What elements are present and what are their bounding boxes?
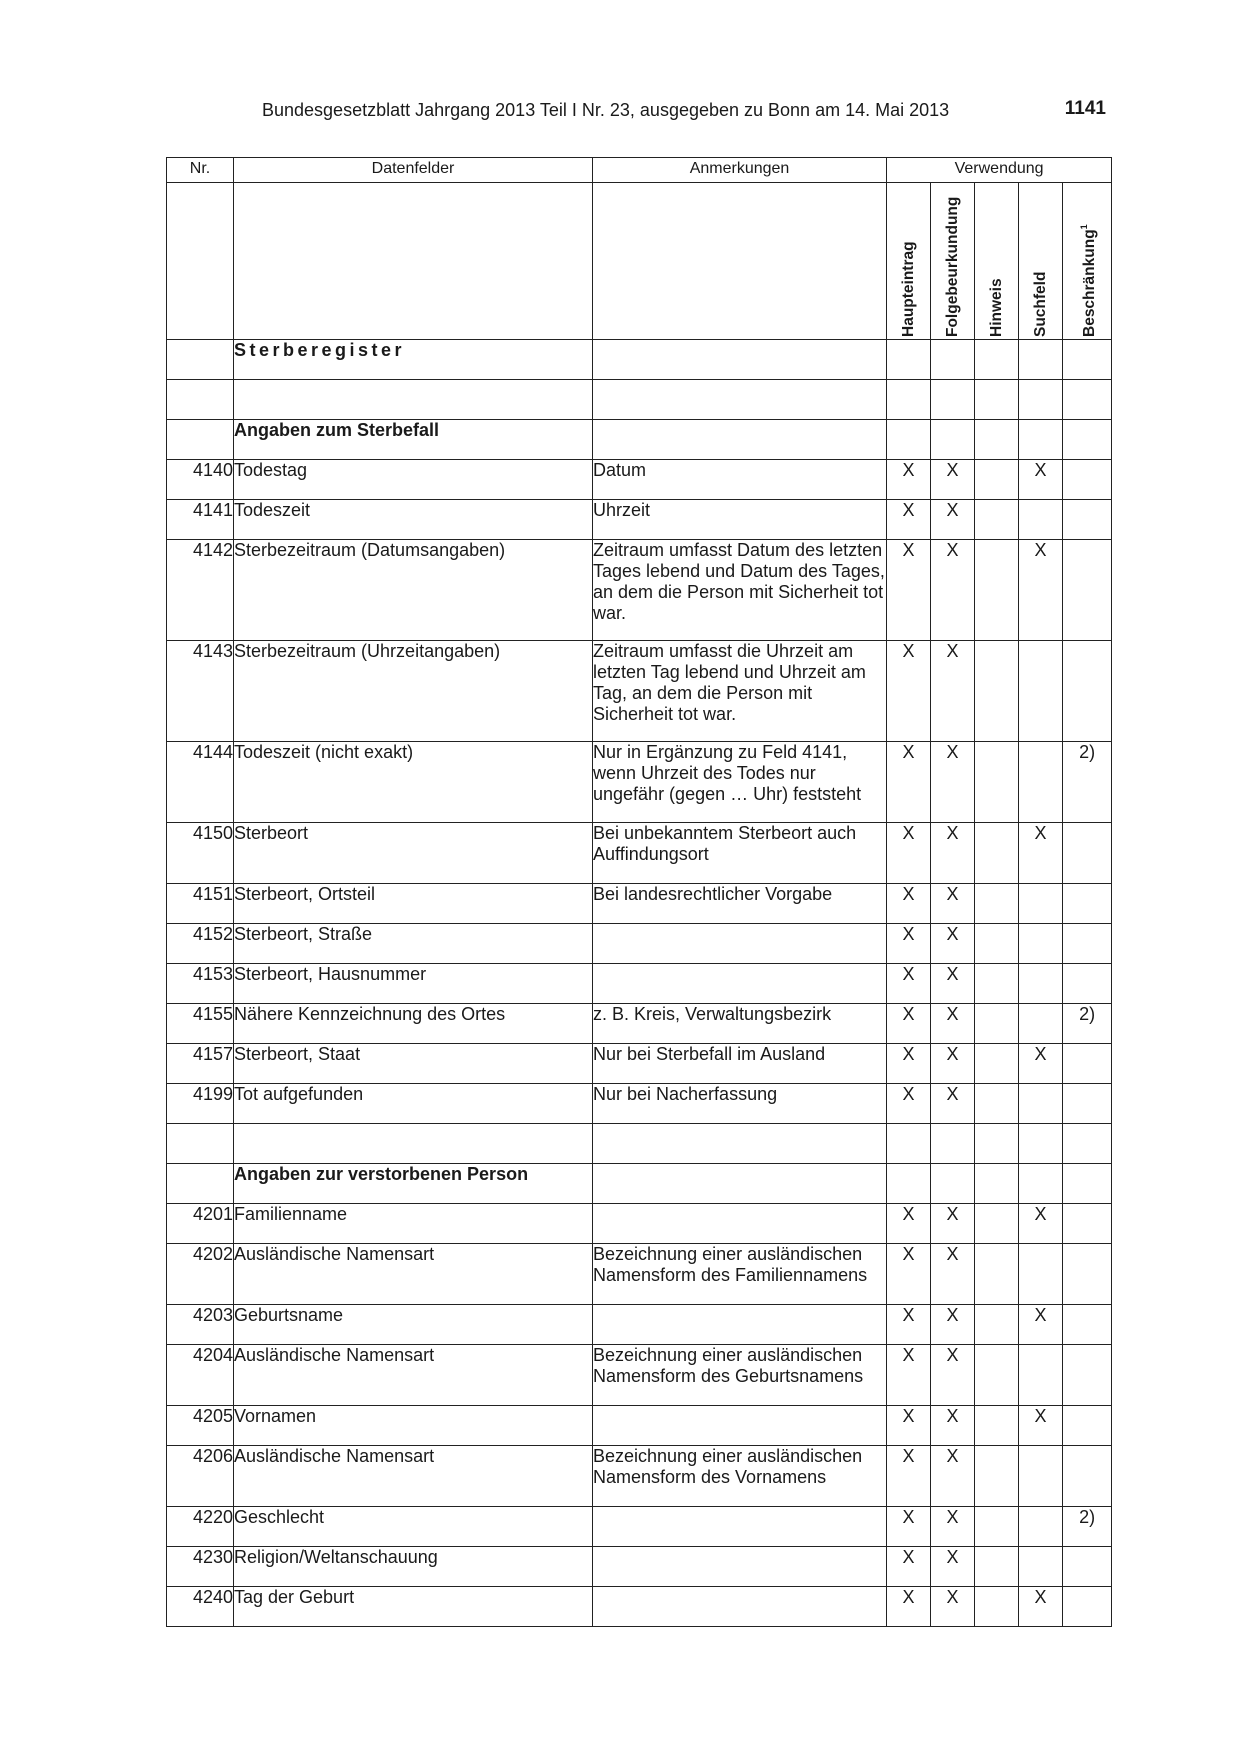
row-number: 4203: [167, 1305, 234, 1345]
mark-suchfeld: [1019, 1446, 1063, 1507]
mark-haupteintrag: X: [887, 1446, 931, 1507]
table-row: [167, 460, 1112, 500]
anmerkung: [593, 924, 887, 964]
mark-beschraenkung: [1063, 1244, 1112, 1305]
table-row: [167, 1044, 1112, 1084]
mark-haupteintrag: X: [887, 742, 931, 823]
anmerkung: Bezeichnung einer ausländischen Namensform des Geburtsnamens: [593, 1345, 887, 1406]
empty-cell: [234, 1124, 593, 1164]
row-number: 4141: [167, 500, 234, 540]
mark-folgebeurkundung: X: [931, 1406, 975, 1446]
table-row: [167, 1345, 1112, 1406]
empty-cell: [887, 340, 931, 380]
title-row-label: Sterberegister: [234, 340, 593, 380]
mark-hinweis: [975, 1507, 1019, 1547]
anmerkung: [593, 1406, 887, 1446]
empty-cell: [593, 1164, 887, 1204]
table-row: [167, 1084, 1112, 1124]
empty-cell: [1063, 1124, 1112, 1164]
mark-haupteintrag: X: [887, 460, 931, 500]
empty-cell: [1019, 340, 1063, 380]
datenfeld: Sterbezeitraum (Datumsangaben): [234, 540, 593, 641]
mark-beschraenkung: [1063, 1587, 1112, 1627]
spacer-row: [167, 1124, 1112, 1164]
mark-haupteintrag: X: [887, 884, 931, 924]
mark-beschraenkung: [1063, 964, 1112, 1004]
row-number: 4155: [167, 1004, 234, 1044]
mark-folgebeurkundung: X: [931, 1204, 975, 1244]
mark-haupteintrag: X: [887, 1204, 931, 1244]
mark-folgebeurkundung: X: [931, 924, 975, 964]
anmerkung: z. B. Kreis, Verwaltungsbezirk: [593, 1004, 887, 1044]
table-row: [167, 884, 1112, 924]
mark-folgebeurkundung: X: [931, 1587, 975, 1627]
mark-suchfeld: X: [1019, 1406, 1063, 1446]
datenfeld: Tag der Geburt: [234, 1587, 593, 1627]
mark-folgebeurkundung: X: [931, 1044, 975, 1084]
empty-cell: [975, 420, 1019, 460]
table-row: [167, 742, 1112, 823]
anmerkung: [593, 1507, 887, 1547]
datenfeld: Ausländische Namensart: [234, 1345, 593, 1406]
subheader-beschraenkung-cell: [1063, 183, 1112, 340]
mark-folgebeurkundung: X: [931, 1547, 975, 1587]
datenfeld: Religion/Weltanschauung: [234, 1547, 593, 1587]
datenfeld: Sterbeort: [234, 823, 593, 884]
mark-haupteintrag: X: [887, 1004, 931, 1044]
row-number: 4199: [167, 1084, 234, 1124]
empty-cell: [887, 1164, 931, 1204]
table-row: [167, 1547, 1112, 1587]
anmerkung: [593, 1587, 887, 1627]
anmerkung: Nur bei Sterbefall im Ausland: [593, 1044, 887, 1084]
section-row: [167, 420, 1112, 460]
mark-beschraenkung: [1063, 1204, 1112, 1244]
datenfeld: Sterbeort, Ortsteil: [234, 884, 593, 924]
mark-beschraenkung: [1063, 823, 1112, 884]
row-number: 4205: [167, 1406, 234, 1446]
table-row: [167, 500, 1112, 540]
datenfeld: Todeszeit: [234, 500, 593, 540]
empty-cell: [887, 420, 931, 460]
mark-hinweis: [975, 1587, 1019, 1627]
anmerkung: Zeitraum umfasst die Uhrzeit am letzten Tag lebend und Uhrzeit am Tag, an dem die Person mit Sicherheit tot war.: [593, 641, 887, 742]
mark-hinweis: [975, 641, 1019, 742]
verwendung-subheader-row: [167, 183, 1112, 340]
mark-folgebeurkundung: X: [931, 1084, 975, 1124]
mark-hinweis: [975, 540, 1019, 641]
section-row-label: Angaben zum Sterbefall: [234, 420, 593, 460]
empty-cell: [167, 1124, 234, 1164]
mark-hinweis: [975, 884, 1019, 924]
mark-haupteintrag: X: [887, 1305, 931, 1345]
mark-hinweis: [975, 964, 1019, 1004]
mark-hinweis: [975, 1204, 1019, 1244]
mark-beschraenkung: [1063, 641, 1112, 742]
mark-suchfeld: X: [1019, 460, 1063, 500]
empty-cell: [1063, 420, 1112, 460]
datenfeld: Sterbeort, Staat: [234, 1044, 593, 1084]
datenfeld: Tot aufgefunden: [234, 1084, 593, 1124]
empty-cell: [975, 340, 1019, 380]
mark-suchfeld: X: [1019, 540, 1063, 641]
empty-cell: [234, 183, 593, 340]
empty-cell: [593, 380, 887, 420]
anmerkung: Bei unbekanntem Sterbeort auch Auffindungsort: [593, 823, 887, 884]
empty-cell: [167, 380, 234, 420]
mark-folgebeurkundung: X: [931, 1446, 975, 1507]
mark-beschraenkung: [1063, 1345, 1112, 1406]
mark-beschraenkung: [1063, 460, 1112, 500]
subheader-beschraenkung: [1063, 183, 1111, 337]
anmerkung: Uhrzeit: [593, 500, 887, 540]
mark-haupteintrag: X: [887, 1587, 931, 1627]
datenfeld: Familienname: [234, 1204, 593, 1244]
mark-folgebeurkundung: X: [931, 964, 975, 1004]
subheader-folgebeurkundung-cell: [931, 183, 975, 340]
empty-cell: [1019, 1124, 1063, 1164]
mark-suchfeld: X: [1019, 1044, 1063, 1084]
empty-cell: [593, 420, 887, 460]
mark-haupteintrag: X: [887, 1507, 931, 1547]
mark-hinweis: [975, 1446, 1019, 1507]
anmerkung: [593, 964, 887, 1004]
mark-hinweis: [975, 1406, 1019, 1446]
anmerkung: Bei landesrechtlicher Vorgabe: [593, 884, 887, 924]
mark-beschraenkung: 2): [1063, 742, 1112, 823]
mark-haupteintrag: X: [887, 1044, 931, 1084]
empty-cell: [167, 1164, 234, 1204]
mark-suchfeld: [1019, 742, 1063, 823]
row-number: 4140: [167, 460, 234, 500]
column-header-row: [167, 158, 1112, 183]
mark-hinweis: [975, 1044, 1019, 1084]
mark-folgebeurkundung: X: [931, 460, 975, 500]
subheader-suchfeld: Suchfeld: [1032, 271, 1049, 337]
mark-hinweis: [975, 1004, 1019, 1044]
mark-beschraenkung: [1063, 1044, 1112, 1084]
register-table: [166, 157, 1112, 1627]
empty-cell: [234, 380, 593, 420]
empty-cell: [1063, 340, 1112, 380]
mark-suchfeld: [1019, 1507, 1063, 1547]
subheader-haupteintrag: Haupteintrag: [900, 241, 917, 337]
spacer-row: [167, 380, 1112, 420]
mark-folgebeurkundung: X: [931, 742, 975, 823]
empty-cell: [167, 420, 234, 460]
empty-cell: [975, 380, 1019, 420]
row-number: 4152: [167, 924, 234, 964]
mark-suchfeld: [1019, 1004, 1063, 1044]
section-row-label: Angaben zur verstorbenen Person: [234, 1164, 593, 1204]
row-number: 4144: [167, 742, 234, 823]
mark-haupteintrag: X: [887, 1345, 931, 1406]
mark-suchfeld: [1019, 924, 1063, 964]
mark-haupteintrag: X: [887, 1244, 931, 1305]
title-row: [167, 340, 1112, 380]
mark-beschraenkung: [1063, 540, 1112, 641]
anmerkung: Bezeichnung einer ausländischen Namensform des Familiennamens: [593, 1244, 887, 1305]
mark-haupteintrag: X: [887, 823, 931, 884]
empty-cell: [931, 420, 975, 460]
subheader-haupteintrag-cell: [887, 183, 931, 340]
mark-folgebeurkundung: X: [931, 641, 975, 742]
mark-beschraenkung: [1063, 924, 1112, 964]
mark-hinweis: [975, 1244, 1019, 1305]
mark-beschraenkung: [1063, 1406, 1112, 1446]
empty-cell: [1019, 420, 1063, 460]
col-header-datenfelder: Datenfelder: [234, 158, 593, 183]
empty-cell: [593, 340, 887, 380]
mark-haupteintrag: X: [887, 924, 931, 964]
datenfeld: Sterbeort, Hausnummer: [234, 964, 593, 1004]
mark-hinweis: [975, 500, 1019, 540]
datenfeld: Ausländische Namensart: [234, 1244, 593, 1305]
empty-cell: [975, 1164, 1019, 1204]
mark-suchfeld: [1019, 884, 1063, 924]
mark-haupteintrag: X: [887, 1547, 931, 1587]
mark-folgebeurkundung: X: [931, 823, 975, 884]
empty-cell: [887, 1124, 931, 1164]
mark-hinweis: [975, 1547, 1019, 1587]
mark-suchfeld: X: [1019, 823, 1063, 884]
mark-hinweis: [975, 742, 1019, 823]
empty-cell: [593, 183, 887, 340]
section-row: [167, 1164, 1112, 1204]
row-number: 4142: [167, 540, 234, 641]
row-number: 4230: [167, 1547, 234, 1587]
mark-folgebeurkundung: X: [931, 884, 975, 924]
mark-beschraenkung: [1063, 1547, 1112, 1587]
mark-hinweis: [975, 1305, 1019, 1345]
datenfeld: Geschlecht: [234, 1507, 593, 1547]
header-title: Bundesgesetzblatt Jahrgang 2013 Teil I Nr. 23, ausgegeben zu Bonn am 14. Mai 2013: [262, 100, 950, 120]
page-number: 1141: [1064, 98, 1106, 119]
mark-hinweis: [975, 1084, 1019, 1124]
empty-cell: [1063, 1164, 1112, 1204]
mark-haupteintrag: X: [887, 1084, 931, 1124]
mark-suchfeld: [1019, 1084, 1063, 1124]
empty-cell: [931, 1124, 975, 1164]
table-row: [167, 540, 1112, 641]
mark-suchfeld: X: [1019, 1587, 1063, 1627]
footnote-marker: 1: [1079, 224, 1089, 230]
datenfeld: Sterbezeitraum (Uhrzeitangaben): [234, 641, 593, 742]
datenfeld: Sterbeort, Straße: [234, 924, 593, 964]
table-row: [167, 1446, 1112, 1507]
mark-suchfeld: [1019, 1547, 1063, 1587]
datenfeld: Ausländische Namensart: [234, 1446, 593, 1507]
empty-cell: [1063, 380, 1112, 420]
table-row: [167, 1204, 1112, 1244]
table-row: [167, 641, 1112, 742]
table-row: [167, 823, 1112, 884]
mark-haupteintrag: X: [887, 641, 931, 742]
subheader-folgebeurkundung: Folgebeurkundung: [944, 196, 961, 337]
datenfeld: Todestag: [234, 460, 593, 500]
empty-cell: [931, 340, 975, 380]
mark-beschraenkung: [1063, 1446, 1112, 1507]
mark-hinweis: [975, 924, 1019, 964]
datenfeld: Nähere Kennzeichnung des Ortes: [234, 1004, 593, 1044]
mark-hinweis: [975, 1345, 1019, 1406]
mark-folgebeurkundung: X: [931, 540, 975, 641]
col-header-verwendung: Verwendung: [887, 158, 1112, 183]
subheader-hinweis-cell: [975, 183, 1019, 340]
mark-beschraenkung: 2): [1063, 1507, 1112, 1547]
row-number: 4204: [167, 1345, 234, 1406]
empty-cell: [167, 183, 234, 340]
datenfeld: Geburtsname: [234, 1305, 593, 1345]
mark-suchfeld: X: [1019, 1204, 1063, 1244]
mark-suchfeld: [1019, 500, 1063, 540]
row-number: 4220: [167, 1507, 234, 1547]
empty-cell: [593, 1124, 887, 1164]
mark-folgebeurkundung: X: [931, 1345, 975, 1406]
anmerkung: Bezeichnung einer ausländischen Namensform des Vornamens: [593, 1446, 887, 1507]
mark-haupteintrag: X: [887, 1406, 931, 1446]
mark-hinweis: [975, 460, 1019, 500]
table-row: [167, 964, 1112, 1004]
mark-suchfeld: [1019, 964, 1063, 1004]
mark-hinweis: [975, 823, 1019, 884]
row-number: 4202: [167, 1244, 234, 1305]
empty-cell: [1019, 380, 1063, 420]
datenfeld: Vornamen: [234, 1406, 593, 1446]
row-number: 4151: [167, 884, 234, 924]
mark-beschraenkung: [1063, 500, 1112, 540]
table-row: [167, 1305, 1112, 1345]
page-header: [166, 100, 1106, 130]
anmerkung: Nur bei Nacherfassung: [593, 1084, 887, 1124]
empty-cell: [975, 1124, 1019, 1164]
empty-cell: [931, 380, 975, 420]
empty-cell: [931, 1164, 975, 1204]
mark-folgebeurkundung: X: [931, 500, 975, 540]
mark-folgebeurkundung: X: [931, 1305, 975, 1345]
mark-folgebeurkundung: X: [931, 1244, 975, 1305]
mark-suchfeld: [1019, 1345, 1063, 1406]
mark-beschraenkung: 2): [1063, 1004, 1112, 1044]
row-number: 4157: [167, 1044, 234, 1084]
mark-beschraenkung: [1063, 1084, 1112, 1124]
anmerkung: [593, 1547, 887, 1587]
mark-suchfeld: [1019, 641, 1063, 742]
empty-cell: [1019, 1164, 1063, 1204]
col-header-nr: Nr.: [167, 158, 234, 183]
anmerkung: Zeitraum umfasst Datum des letzten Tages lebend und Datum des Tages, an dem die Person mit Sicherheit tot war.: [593, 540, 887, 641]
table-row: [167, 1507, 1112, 1547]
table-row: [167, 1587, 1112, 1627]
empty-cell: [887, 380, 931, 420]
col-header-anmerkungen: Anmerkungen: [593, 158, 887, 183]
datenfeld: Todeszeit (nicht exakt): [234, 742, 593, 823]
table-row: [167, 924, 1112, 964]
mark-suchfeld: X: [1019, 1305, 1063, 1345]
mark-haupteintrag: X: [887, 500, 931, 540]
mark-folgebeurkundung: X: [931, 1004, 975, 1044]
row-number: 4206: [167, 1446, 234, 1507]
mark-haupteintrag: X: [887, 964, 931, 1004]
subheader-hinweis: Hinweis: [988, 278, 1005, 337]
anmerkung: [593, 1305, 887, 1345]
row-number: 4153: [167, 964, 234, 1004]
mark-beschraenkung: [1063, 1305, 1112, 1345]
empty-cell: [167, 340, 234, 380]
mark-suchfeld: [1019, 1244, 1063, 1305]
mark-folgebeurkundung: X: [931, 1507, 975, 1547]
mark-haupteintrag: X: [887, 540, 931, 641]
subheader-suchfeld-cell: [1019, 183, 1063, 340]
table-row: [167, 1004, 1112, 1044]
row-number: 4201: [167, 1204, 234, 1244]
table-row: [167, 1244, 1112, 1305]
anmerkung: Datum: [593, 460, 887, 500]
row-number: 4143: [167, 641, 234, 742]
row-number: 4240: [167, 1587, 234, 1627]
anmerkung: Nur in Ergänzung zu Feld 4141, wenn Uhrzeit des Todes nur ungefähr (gegen … Uhr) feststeht: [593, 742, 887, 823]
mark-beschraenkung: [1063, 884, 1112, 924]
anmerkung: [593, 1204, 887, 1244]
table-row: [167, 1406, 1112, 1446]
subheader-beschraenkung-label: Beschränkung: [1081, 229, 1099, 337]
row-number: 4150: [167, 823, 234, 884]
